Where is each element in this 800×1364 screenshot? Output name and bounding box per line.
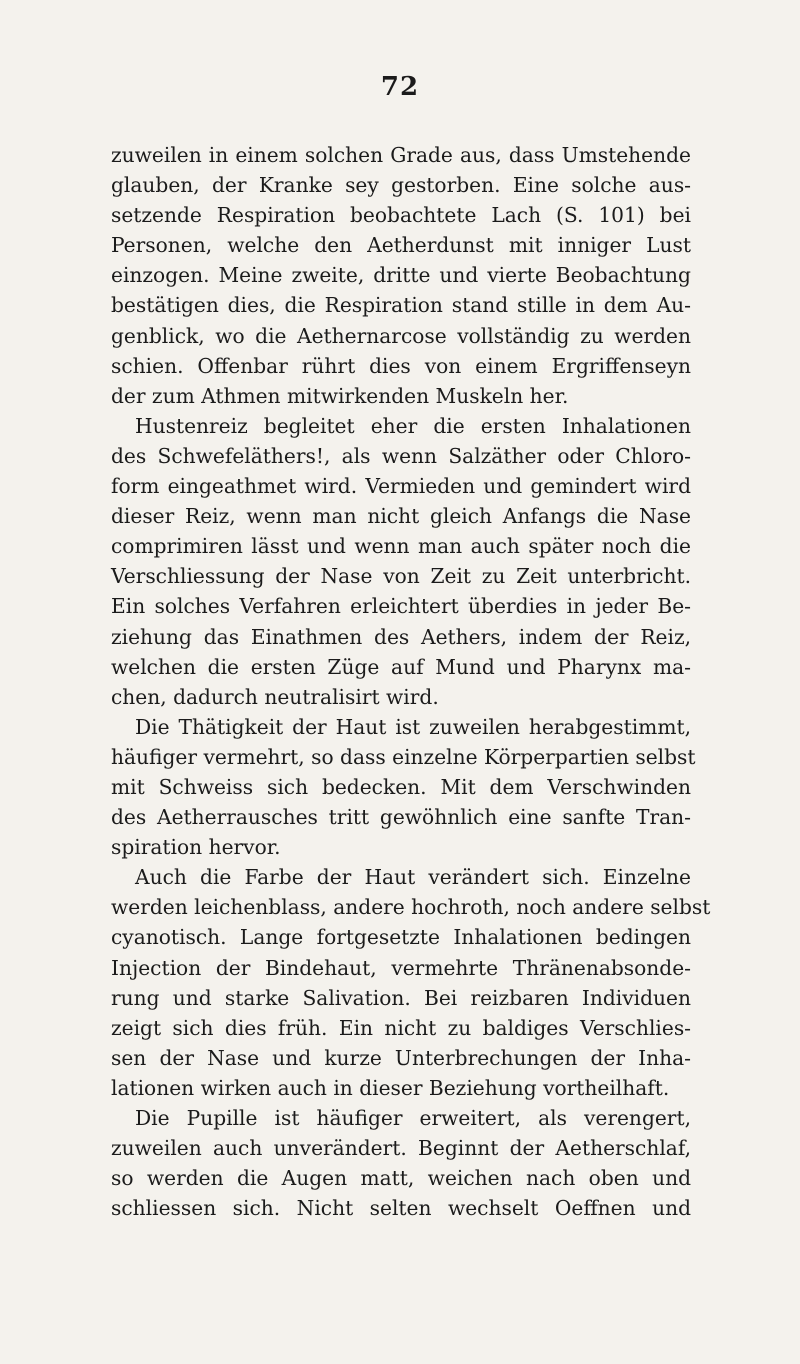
text-line: sen der Nase und kurze Unterbrechungen der Inha- [111,1045,691,1070]
text-line: Verschliessung der Nase von Zeit zu Zeit unterbricht. [111,564,691,589]
text-line: chen, dadurch neutralisirt wird. [111,684,439,709]
text-line: Hustenreiz begleitet eher die ersten Inhalationen [135,413,691,438]
text-line: bestätigen dies, die Respiration stand stille in dem Au- [111,293,691,318]
text-line: zeigt sich dies früh. Ein nicht zu baldiges Verschlies- [111,1015,691,1040]
text-line: werden leichenblass, andere hochroth, noch andere selbst [111,895,711,920]
text-line: mit Schweiss sich bedecken. Mit dem Verschwinden [111,774,691,799]
text-line: des Aetherrausches tritt gewöhnlich eine sanfte Tran- [111,805,691,830]
text-line: des Schwefeläthers!, als wenn Salzäther oder Chloro- [111,443,691,468]
text-line: der zum Athmen mitwirkenden Muskeln her. [111,383,569,408]
text-line: zuweilen in einem solchen Grade aus, dass Umstehende [111,143,691,167]
text-line: genblick, wo die Aethernarcose vollständig zu werden [111,323,691,348]
text-line: Personen, welche den Aetherdunst mit inniger Lust [111,233,691,258]
text-line: häufiger vermehrt, so dass einzelne Körperpartien selbst [111,744,696,769]
text-line: einzogen. Meine zweite, dritte und vierte Beobachtung [111,263,691,288]
text-line: Die Thätigkeit der Haut ist zuweilen herabgestimmt, [135,714,691,739]
text-line: so werden die Augen matt, weichen nach oben und [111,1166,691,1191]
text-line: rung und starke Salivation. Bei reizbaren Individuen [111,985,691,1010]
text-line: Auch die Farbe der Haut verändert sich. Einzelne [135,865,691,890]
text-line: glauben, der Kranke sey gestorben. Eine solche aus- [111,173,691,198]
text-line: Die Pupille ist häufiger erweitert, als verengert, [135,1106,691,1130]
text-line: comprimiren lässt und wenn man auch später noch die [111,534,691,559]
text-line: schien. Offenbar rührt dies von einem Ergriffenseyn [111,353,691,378]
text-line: Injection der Bindehaut, vermehrte Thränenabsonde- [111,955,691,980]
text-line: setzende Respiration beobachtete Lach (S. 101) bei [111,203,691,228]
text-line: dieser Reiz, wenn man nicht gleich Anfangs die Nase [111,504,691,529]
body-text [111,140,711,1223]
text-line: ziehung das Einathmen des Aethers, indem der Reiz, [111,624,691,649]
text-line: Ein solches Verfahren erleichtert überdies in jeder Be- [111,594,691,619]
page-number: 72 [380,72,420,102]
text-line: cyanotisch. Lange fortgesetzte Inhalationen bedingen [111,925,691,950]
text-line: zuweilen auch unverändert. Beginnt der Aetherschlaf, [111,1136,691,1161]
text-line: welchen die ersten Züge auf Mund und Pharynx ma- [111,654,691,679]
text-line: spiration hervor. [111,835,281,860]
text-line: lationen wirken auch in dieser Beziehung vortheilhaft. [111,1075,670,1100]
text-line: form eingeathmet wird. Vermieden und gemindert wird [111,474,691,499]
text-line: schliessen sich. Nicht selten wechselt Oeffnen und [111,1196,691,1221]
